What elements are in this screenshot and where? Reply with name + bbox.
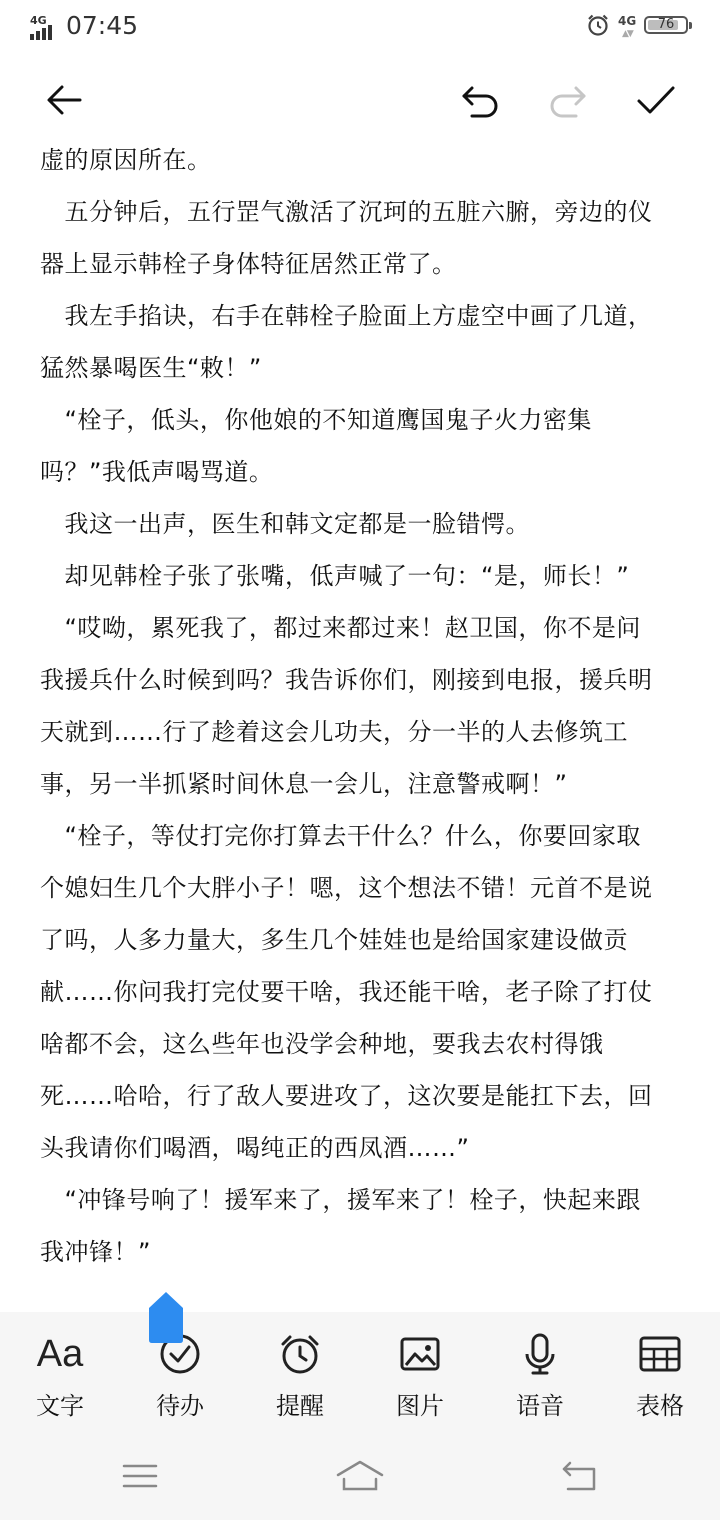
- text-line: “栓子，低头，你他娘的不知道鹰国鬼子火力密集: [40, 406, 592, 434]
- network-indicator: 4G ▲▼: [618, 14, 637, 39]
- back-button[interactable]: [40, 78, 88, 122]
- text-line: 了吗，人多力量大，多生几个娃娃也是给国家建设做贡: [40, 926, 628, 954]
- alarm-clock-icon: [278, 1332, 322, 1376]
- text-line: “哎呦，累死我了，都过来都过来！赵卫国，你不是问: [40, 614, 641, 642]
- confirm-button[interactable]: [632, 78, 680, 122]
- alarm-icon: [586, 13, 610, 37]
- back-icon: [560, 1459, 600, 1493]
- table-icon: [638, 1332, 682, 1376]
- battery-level: 76: [657, 17, 675, 32]
- system-nav-bar: [0, 1430, 720, 1520]
- battery-icon: [644, 16, 688, 34]
- text-line: 个媳妇生几个大胖小子！嗯，这个想法不错！元首不是说: [40, 874, 653, 902]
- network-type: 4G: [30, 14, 47, 27]
- todo-label: 待办: [156, 1392, 204, 1420]
- text-line: 死……哈哈，行了敌人要进攻了，这次要是能扛下去，回: [40, 1082, 653, 1110]
- text-line: 却见韩栓子张了张嘴，低声喊了一句：“是，师长！”: [40, 562, 630, 590]
- text-line: 我援兵什么时候到吗？我告诉你们，刚接到电报，援兵明: [40, 666, 653, 694]
- table-button[interactable]: [600, 1330, 720, 1426]
- home-button[interactable]: [330, 1456, 390, 1496]
- voice-label: 语音: [516, 1392, 564, 1420]
- table-label: 表格: [636, 1392, 684, 1420]
- text-line: 我左手掐诀，右手在韩栓子脸面上方虚空中画了几道，: [40, 302, 653, 330]
- undo-icon: [458, 78, 502, 122]
- microphone-icon: [518, 1332, 562, 1376]
- text-line: 虚的原因所在。: [40, 146, 212, 174]
- text-line: 我冲锋！”: [40, 1238, 151, 1266]
- redo-icon: [546, 78, 590, 122]
- editor-toolbar: [0, 64, 720, 136]
- text-line: “冲锋号响了！援军来了，援军来了！栓子，快起来跟: [40, 1186, 641, 1214]
- note-content[interactable]: [40, 134, 680, 1278]
- text-line: 我这一出声，医生和韩文定都是一脸错愕。: [40, 510, 530, 538]
- text-line: 头我请你们喝酒，喝纯正的西凤酒……”: [40, 1134, 470, 1162]
- menu-icon: [121, 1461, 159, 1491]
- reminder-button[interactable]: [240, 1330, 360, 1426]
- voice-button[interactable]: [480, 1330, 600, 1426]
- todo-hint-bubble: [147, 1290, 185, 1344]
- insert-toolbar: [0, 1312, 720, 1430]
- back-arrow-icon: [42, 78, 86, 122]
- checkmark-icon: [634, 78, 678, 122]
- image-button[interactable]: [360, 1330, 480, 1426]
- todo-button[interactable]: [120, 1330, 240, 1426]
- undo-button[interactable]: [456, 78, 504, 122]
- image-icon: [398, 1332, 442, 1376]
- text-line: 啥都不会，这么些年也没学会种地，要我去农村得饿: [40, 1030, 604, 1058]
- nav-back-button[interactable]: [550, 1456, 610, 1496]
- text-format-icon: Aa: [36, 1332, 84, 1375]
- text-line: 五分钟后，五行罡气激活了沉珂的五脏六腑，旁边的仪: [40, 198, 653, 226]
- text-format-button[interactable]: [0, 1330, 120, 1426]
- status-bar: [0, 0, 720, 56]
- redo-button[interactable]: [544, 78, 592, 122]
- status-time: 07:45: [66, 11, 139, 40]
- text-line: 天就到……行了趁着这会儿功夫，分一半的人去修筑工: [40, 718, 628, 746]
- home-icon: [335, 1459, 385, 1493]
- signal-icon: [30, 14, 60, 40]
- text-format-label: 文字: [36, 1392, 84, 1420]
- text-line: 献……你问我打完仗要干啥，我还能干啥，老子除了打仗: [40, 978, 653, 1006]
- text-line: “栓子，等仗打完你打算去干什么？什么，你要回家取: [40, 822, 641, 850]
- image-label: 图片: [396, 1392, 444, 1420]
- text-line: 猛然暴喝医生“敕！”: [40, 354, 262, 382]
- text-line: 事，另一半抓紧时间休息一会儿，注意警戒啊！”: [40, 770, 568, 798]
- text-line: 吗？”我低声喝骂道。: [40, 458, 274, 486]
- text-line: 器上显示韩栓子身体特征居然正常了。: [40, 250, 457, 278]
- reminder-label: 提醒: [276, 1392, 324, 1420]
- network-type-right: 4G: [618, 14, 637, 28]
- menu-button[interactable]: [110, 1456, 170, 1496]
